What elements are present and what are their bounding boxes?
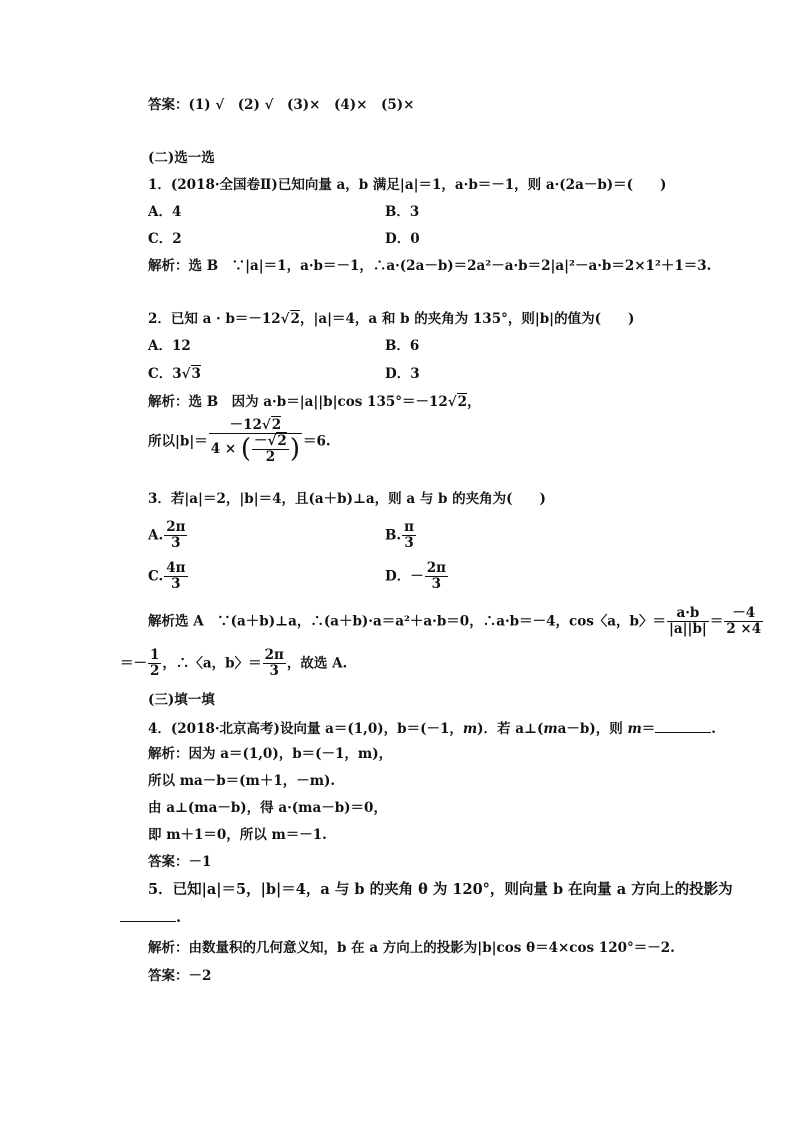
q4-stem-equals: ＝ bbox=[641, 721, 656, 737]
q2-option-b: B．6 bbox=[385, 338, 420, 354]
inner-numerator bbox=[252, 434, 289, 450]
answers-top: 答案：(1) √ (2) √ (3)× (4)× (5)× bbox=[148, 97, 415, 113]
q5-solution: 解析：由数量积的几何意义知，b 在 a 方向上的投影为|b|cos θ＝4×cos 120°＝－2. bbox=[148, 940, 675, 956]
q1-option-a: A．4 bbox=[148, 204, 182, 220]
fraction-denominator bbox=[209, 434, 302, 465]
q1-solution: 解析：选 B ∵|a|＝1，a·b＝－1，∴a·(2a－b)＝2a²－a·b＝2|a|²－a·b＝2×1²＋1＝3. bbox=[148, 258, 712, 274]
denominator: 3 bbox=[431, 576, 442, 592]
denominator: |a||b| bbox=[668, 621, 707, 637]
q1-stem: 1．(2018·全国卷Ⅱ)已知向量 a，b 满足|a|＝1，a·b＝－1，则 a·(2a－b)＝( ) bbox=[148, 177, 667, 193]
answer-blank bbox=[655, 720, 711, 733]
inner-fraction bbox=[252, 434, 289, 465]
q1-option-d: D．0 bbox=[385, 231, 420, 247]
q2-solution-fraction bbox=[209, 418, 302, 465]
q3-solution-line1 bbox=[148, 606, 764, 637]
numerator: 4π bbox=[166, 560, 186, 576]
denominator: 2 ×4 bbox=[726, 621, 762, 637]
q5-answer: 答案：－2 bbox=[148, 968, 212, 984]
q3-option-b bbox=[385, 520, 417, 551]
q5-stem-line2 bbox=[120, 909, 181, 926]
q3-solution-line2 bbox=[120, 648, 347, 679]
option-label: C. bbox=[148, 568, 164, 585]
q2-option-c bbox=[148, 366, 201, 382]
section-heading-choose: (二)选一选 bbox=[148, 150, 215, 166]
q2-solution-result: ＝6. bbox=[302, 433, 331, 450]
q3-option-d bbox=[385, 561, 449, 592]
equals: ＝ bbox=[709, 613, 724, 630]
q5-stem: 5．已知|a|＝5，|b|＝4，a 与 b 的夹角 θ 为 120°，则向量 b 在向量 a 方向上的投影为 bbox=[148, 881, 733, 898]
q3-option-c bbox=[148, 561, 189, 592]
section-heading-fill: (三)填一填 bbox=[148, 692, 215, 708]
q2-stem-text-2: ，|a|＝4，a 和 b 的夹角为 135°，则|b|的值为( ) bbox=[299, 311, 635, 327]
q3-solution-text-3: ，∴〈a，b〉＝ bbox=[162, 655, 262, 672]
sqrt-sign: √ bbox=[181, 366, 191, 382]
numerator: 2π bbox=[264, 647, 284, 663]
numerator: 2π bbox=[166, 519, 186, 535]
q2-option-a: A．12 bbox=[148, 338, 191, 354]
q4-stem bbox=[148, 720, 716, 737]
fraction-numerator bbox=[209, 418, 302, 434]
numerator: －4 bbox=[724, 606, 763, 622]
right-paren: ) bbox=[289, 434, 300, 464]
numerator: 2π bbox=[426, 560, 446, 576]
inner-numerator-sign: － bbox=[254, 433, 268, 449]
value-fraction bbox=[724, 606, 763, 637]
q2-solution-line2 bbox=[148, 418, 331, 465]
q2-option-c-radicand: 3 bbox=[191, 366, 201, 382]
inner-denominator: 2 bbox=[265, 449, 276, 465]
q4-solution-line4: 即 m＋1＝0，所以 m＝－1. bbox=[148, 827, 327, 843]
answer-blank bbox=[120, 909, 176, 922]
variable-m: m bbox=[462, 721, 478, 737]
q4-stem-text-2: )．若 a⊥( bbox=[477, 721, 544, 737]
variable-m: m bbox=[543, 721, 558, 737]
cos-fraction bbox=[667, 606, 709, 637]
denominator: 3 bbox=[404, 535, 414, 551]
q4-answer: 答案：－1 bbox=[148, 854, 212, 870]
option-fraction bbox=[164, 561, 187, 592]
option-label: D．－ bbox=[385, 568, 424, 585]
denominator-text: 4 × bbox=[210, 441, 237, 457]
q1-option-b: B．3 bbox=[385, 204, 420, 220]
q3-solution-text: 解析选 A ∵(a＋b)⊥a，∴(a＋b)·a＝a²＋a·b＝0，∴a·b＝－4，cos〈a，b〉＝ bbox=[148, 613, 666, 630]
numerator: a·b bbox=[667, 606, 709, 622]
sqrt-sign: √ bbox=[280, 311, 290, 327]
option-label: A. bbox=[148, 527, 164, 544]
option-label: B. bbox=[385, 527, 402, 544]
q2-solution-text-2: ， bbox=[467, 394, 481, 410]
sqrt-sign: √ bbox=[447, 394, 457, 410]
angle-fraction bbox=[263, 648, 286, 679]
q3-solution-conclusion: ，故选 A. bbox=[286, 655, 348, 672]
option-fraction bbox=[402, 520, 416, 551]
option-fraction bbox=[164, 520, 187, 551]
q3-option-a bbox=[148, 520, 188, 551]
q2-solution-line1 bbox=[148, 394, 481, 410]
q2-solution-prefix: 所以|b|＝ bbox=[148, 433, 208, 450]
variable-m: m bbox=[627, 721, 642, 737]
inner-numerator-radicand: 2 bbox=[277, 433, 287, 449]
numerator: 1 bbox=[150, 647, 160, 663]
numerator-radicand: 2 bbox=[271, 417, 282, 433]
q3-stem: 3．若|a|＝2，|b|＝4，且(a＋b)⊥a，则 a 与 b 的夹角为( ) bbox=[148, 491, 546, 507]
q4-solution-line1: 解析：因为 a＝(1,0)，b＝(－1，m)， bbox=[148, 746, 393, 762]
q4-stem-period: . bbox=[711, 721, 716, 737]
q2-solution-radicand: 2 bbox=[457, 394, 468, 410]
q4-stem-text: 4．(2018·北京高考)设向量 a＝(1,0)，b＝(－1， bbox=[148, 721, 463, 737]
numerator: π bbox=[404, 519, 415, 535]
q2-option-c-text: C．3 bbox=[148, 366, 182, 382]
denominator: 3 bbox=[269, 663, 279, 679]
q2-stem-radicand: 2 bbox=[290, 311, 300, 327]
denominator: 3 bbox=[171, 535, 181, 551]
sqrt-sign: √ bbox=[261, 417, 271, 433]
option-fraction bbox=[425, 561, 448, 592]
q5-stem-period: . bbox=[176, 909, 182, 926]
q2-option-d: D．3 bbox=[385, 366, 420, 382]
q4-stem-text-3: a－b)，则 bbox=[557, 721, 628, 737]
denominator: 3 bbox=[171, 576, 181, 592]
q3-solution-text-2: ＝－ bbox=[120, 655, 147, 672]
sqrt-sign: √ bbox=[267, 433, 277, 449]
q4-solution-line2: 所以 ma－b＝(m＋1，－m). bbox=[148, 773, 336, 789]
q2-stem-text: 2．已知 a · b＝－12 bbox=[148, 311, 281, 327]
numerator-text: －12 bbox=[229, 417, 262, 433]
half-fraction bbox=[148, 648, 161, 679]
q2-stem bbox=[148, 311, 634, 327]
q1-option-c: C．2 bbox=[148, 231, 182, 247]
left-paren: ( bbox=[240, 434, 252, 464]
q2-solution-text: 解析：选 B 因为 a·b＝|a||b|cos 135°＝－12 bbox=[148, 394, 448, 410]
q4-solution-line3: 由 a⊥(ma－b)，得 a·(ma－b)＝0， bbox=[148, 800, 387, 816]
denominator: 2 bbox=[150, 663, 160, 679]
